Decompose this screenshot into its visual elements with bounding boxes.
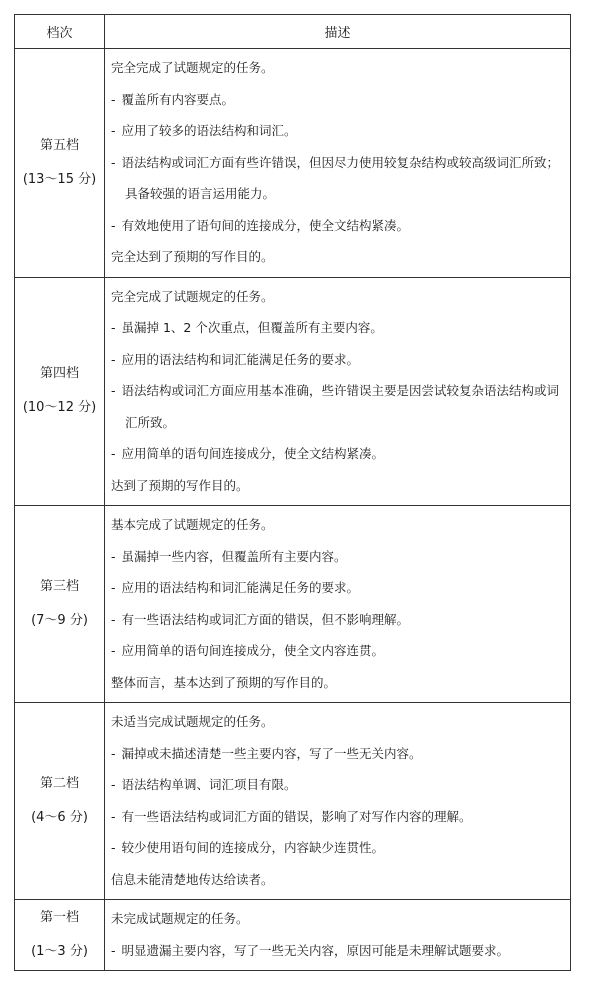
- bullet-dash: -: [111, 611, 120, 627]
- criterion-text: 达到了预期的写作目的。: [111, 477, 249, 493]
- criterion-bullet: [111, 115, 564, 147]
- band-cell: [15, 703, 105, 900]
- criterion-text: 有一些语法结构或词汇方面的错误，但不影响理解。: [121, 611, 409, 627]
- header-row: [15, 15, 571, 49]
- band-row: [15, 506, 571, 703]
- criterion-bullet: [111, 438, 564, 470]
- criterion-text: 语法结构单调、词汇项目有限。: [121, 777, 297, 792]
- criterion-bullet: [111, 572, 564, 604]
- band-description-cell: [105, 900, 571, 971]
- criterion-bullet: [111, 375, 564, 438]
- band-score-range: (10～12 分): [22, 400, 97, 416]
- band-name: 第二档: [39, 776, 79, 791]
- criterion-text: 完全完成了试题规定的任务。: [111, 288, 274, 304]
- criterion-text: 语法结构或词汇方面应用基本准确，些许错误主要是因尝试较复杂语法结构或词汇所致。: [121, 383, 559, 430]
- criterion-bullet: [111, 604, 564, 636]
- criterion-text: 有一些语法结构或词汇方面的错误，影响了对写作内容的理解。: [121, 808, 472, 824]
- bullet-dash: -: [111, 351, 120, 367]
- criterion-text: 覆盖所有内容要点。: [121, 91, 234, 107]
- bullet-dash: -: [111, 643, 120, 658]
- band-description-cell: [105, 49, 571, 278]
- bullet-dash: -: [111, 217, 120, 233]
- criterion-bullet: [111, 147, 564, 210]
- criterion-text: 应用简单的语句间连接成分，使全文内容连贯。: [121, 643, 384, 658]
- criterion-text: 信息未能清楚地传达给读者。: [111, 871, 274, 887]
- criterion-bullet: [111, 801, 564, 833]
- band-name: 第四档: [39, 366, 79, 382]
- band-description-cell: [105, 277, 571, 506]
- bullet-dash: -: [111, 123, 120, 138]
- criterion-text: 漏掉或未描述清楚一些主要内容，写了一些无关内容。: [121, 745, 422, 761]
- band-name: 第三档: [39, 579, 79, 594]
- rubric-body: [15, 49, 571, 971]
- criterion-bullet: [111, 210, 564, 242]
- bullet-dash: -: [111, 446, 120, 461]
- criterion-text: 未完成试题规定的任务。: [111, 911, 249, 926]
- criterion-text: 应用了较多的语法结构和词汇。: [121, 123, 297, 138]
- band-score-range: (4～6 分): [31, 810, 88, 825]
- criterion-bullet: [111, 832, 564, 864]
- criterion-summary: [111, 903, 564, 935]
- bullet-dash: -: [111, 840, 120, 855]
- band-cell: [15, 49, 105, 278]
- bullet-dash: -: [111, 383, 120, 398]
- band-row: [15, 277, 571, 506]
- scoring-rubric-table: [14, 14, 571, 971]
- bullet-dash: -: [111, 942, 120, 958]
- criterion-bullet: [111, 344, 564, 376]
- criterion-text: 应用的语法结构和词汇能满足任务的要求。: [121, 351, 359, 367]
- criterion-text: 较少使用语句间的连接成分，内容缺少连贯性。: [121, 840, 384, 855]
- criterion-text: 未适当完成试题规定的任务。: [111, 714, 274, 729]
- bullet-dash: -: [111, 808, 120, 824]
- band-description-cell: [105, 703, 571, 900]
- band-cell: [15, 506, 105, 703]
- band-name: 第五档: [39, 137, 79, 153]
- bullet-dash: -: [111, 548, 120, 564]
- criterion-text: 完全达到了预期的写作目的。: [111, 249, 274, 264]
- criterion-summary: [111, 706, 564, 738]
- band-score-range: (1～3 分): [31, 944, 88, 959]
- band-score-range: (13～15 分): [22, 171, 97, 187]
- header-grade: 档次: [15, 15, 105, 49]
- band-cell: [15, 900, 105, 971]
- criterion-text: 虽漏掉 1、2 个次重点，但覆盖所有主要内容。: [121, 320, 383, 335]
- bullet-dash: -: [111, 154, 120, 170]
- band-row: [15, 703, 571, 900]
- band-score-range: (7～9 分): [31, 613, 88, 628]
- band-name: 第一档: [39, 910, 79, 925]
- criterion-summary: [111, 281, 564, 313]
- criterion-bullet: [111, 935, 564, 967]
- criterion-bullet: [111, 769, 564, 801]
- criterion-text: 应用简单的语句间连接成分，使全文结构紧凑。: [121, 446, 384, 461]
- bullet-dash: -: [111, 745, 120, 761]
- criterion-text: 有效地使用了语句间的连接成分，使全文结构紧凑。: [121, 217, 409, 233]
- criterion-bullet: [111, 312, 564, 344]
- band-row: [15, 49, 571, 278]
- criterion-summary: [111, 864, 564, 896]
- criterion-text: 基本完成了试题规定的任务。: [111, 517, 274, 532]
- band-cell: [15, 277, 105, 506]
- criterion-text: 整体而言，基本达到了预期的写作目的。: [111, 674, 337, 690]
- bullet-dash: -: [111, 777, 120, 792]
- band-description-cell: [105, 506, 571, 703]
- criterion-bullet: [111, 635, 564, 667]
- bullet-dash: -: [111, 320, 120, 335]
- criterion-summary: [111, 667, 564, 699]
- criterion-summary: [111, 52, 564, 84]
- criterion-bullet: [111, 541, 564, 573]
- criterion-text: 语法结构或词汇方面有些许错误，但因尽力使用较复杂结构或较高级词汇所致；具备较强的语言运用能力。: [121, 154, 559, 201]
- criterion-text: 明显遗漏主要内容，写了一些无关内容，原因可能是未理解试题要求。: [121, 942, 509, 958]
- criterion-text: 虽漏掉一些内容，但覆盖所有主要内容。: [121, 548, 347, 564]
- criterion-bullet: [111, 738, 564, 770]
- criterion-text: 应用的语法结构和词汇能满足任务的要求。: [121, 580, 359, 595]
- criterion-summary: [111, 470, 564, 502]
- header-description: 描述: [105, 15, 571, 49]
- bullet-dash: -: [111, 580, 120, 595]
- criterion-bullet: [111, 84, 564, 116]
- bullet-dash: -: [111, 91, 120, 107]
- criterion-summary: [111, 241, 564, 273]
- criterion-text: 完全完成了试题规定的任务。: [111, 60, 274, 75]
- band-row: [15, 900, 571, 971]
- criterion-summary: [111, 509, 564, 541]
